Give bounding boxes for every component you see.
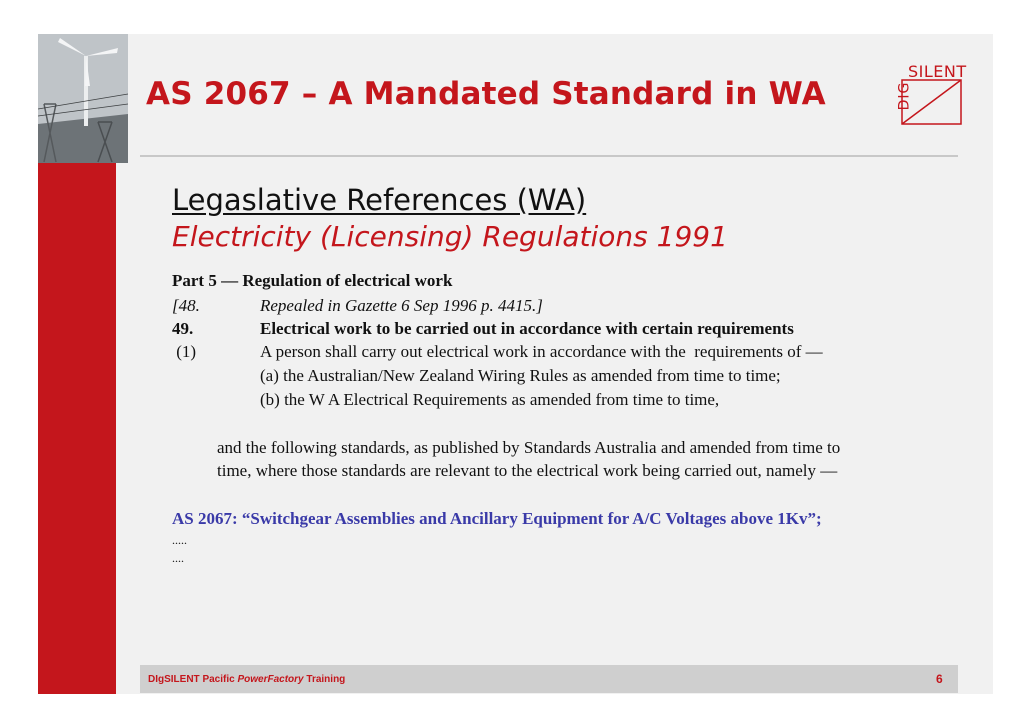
paragraph-line-1: and the following standards, as published by Standards Australia and amended from time to [217, 438, 841, 457]
part-heading: Part 5 — Regulation of electrical work [172, 271, 453, 290]
clause-48-number: [48. [172, 296, 200, 315]
slide-title: AS 2067 – A Mandated Standard in WA [146, 76, 826, 112]
title-divider [140, 155, 958, 157]
logo-vertical-text: DIG [896, 81, 913, 111]
sub-item-b: (b) the W A Electrical Requirements as amended from time to time, [260, 390, 720, 409]
clause-49-text: Electrical work to be carried out in accordance with certain requirements [260, 319, 794, 338]
regulation-title: Electricity (Licensing) Regulations 1991 [172, 220, 728, 253]
sub-item-a: (a) the Australian/New Zealand Wiring Rules as amended from time to time; [260, 366, 781, 385]
slide-background [38, 34, 993, 694]
footer-product: PowerFactory [237, 674, 304, 685]
standard-reference: AS 2067: “Switchgear Assemblies and Ancillary Equipment for A/C Voltages above 1Kv”; [172, 509, 822, 528]
ellipsis-1: ..... [172, 533, 187, 547]
subclause-1-number: (1) [172, 342, 197, 361]
footer-suffix: Training [303, 674, 346, 685]
paragraph-line-2: time, where those standards are relevant to the electrical work being carried out, namely — [217, 461, 838, 480]
logo-word: SILENT [908, 62, 967, 81]
footer-label [148, 674, 345, 685]
clause-49-number: 49. [172, 319, 194, 338]
subclause-1-text: A person shall carry out electrical work in accordance with the requirements of — [260, 342, 823, 361]
digsilent-logo [893, 62, 967, 126]
clause-48-text: Repealed in Gazette 6 Sep 1996 p. 4415.] [260, 296, 543, 315]
ellipsis-2: .... [172, 551, 184, 565]
page-number: 6 [936, 672, 943, 686]
footer-company: DIgSILENT Pacific [148, 674, 238, 685]
wind-turbine-photo [38, 34, 128, 163]
section-heading: Legaslative References (WA) [172, 183, 587, 217]
